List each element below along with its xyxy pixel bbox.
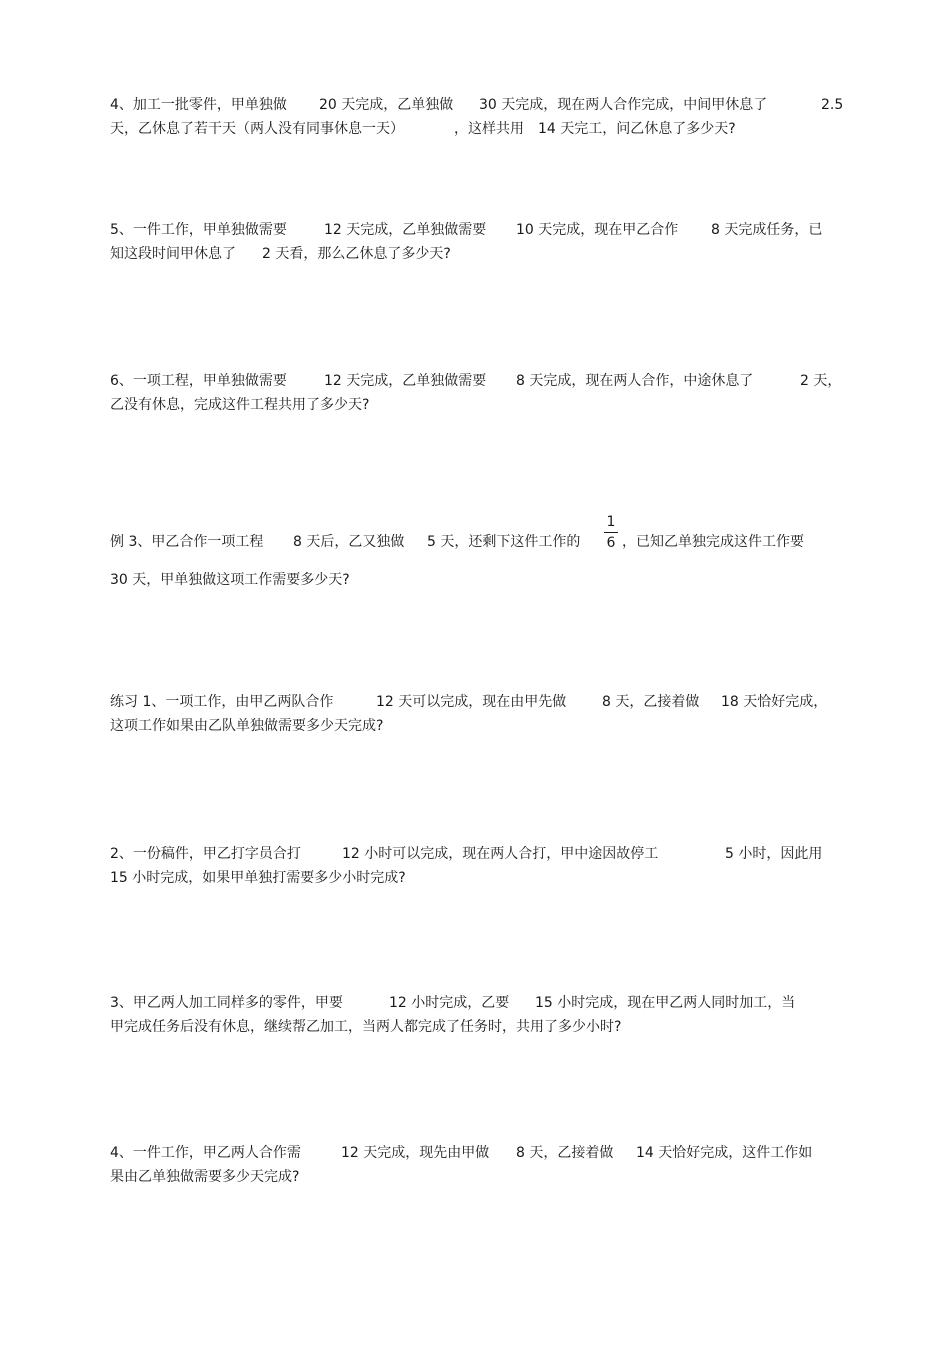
text-segment: 12 小时完成，乙要 [389, 995, 510, 1011]
text-segment: 例 3、甲乙合作一项工程 [110, 534, 264, 550]
text-segment: 4、一件工作，甲乙两人合作需 [110, 1145, 301, 1161]
problem-line [110, 991, 850, 1015]
text-segment: 12 天完成，乙单独做需要 [324, 373, 487, 389]
text-segment: 6、一项工程，甲单独做需要 [110, 373, 287, 389]
problem-line [110, 690, 850, 714]
example-3 [110, 514, 850, 592]
text-segment: 8 天，乙接着做 [602, 694, 700, 710]
problem-line [110, 1015, 850, 1039]
text-segment: 2 天， [800, 373, 842, 389]
text-segment: 8 天完成，现在两人合作，中途休息了 [516, 373, 754, 389]
problem-line [110, 242, 850, 266]
problem-4-parts [110, 93, 850, 141]
problem-line [110, 514, 850, 554]
problem-line [110, 117, 850, 141]
text-segment: 知这段时间甲休息了 [110, 246, 236, 262]
practice-1 [110, 690, 850, 738]
text-segment: 天，乙休息了若干天（两人没有同事休息一天） [110, 121, 404, 137]
text-segment: 这项工作如果由乙队单独做需要多少天完成? [110, 718, 384, 734]
text-segment: 2.5 [821, 97, 844, 113]
problem-line [110, 1141, 850, 1165]
problem-6 [110, 369, 850, 417]
text-segment: 12 天完成，乙单独做需要 [324, 222, 487, 238]
text-segment: 20 天完成，乙单独做 [319, 97, 454, 113]
text-segment: 2、一份稿件，甲乙打字员合打 [110, 846, 301, 862]
text-segment: 30 天，甲单独做这项工作需要多少天? [110, 572, 350, 588]
text-segment: 12 天完成，现先由甲做 [341, 1145, 490, 1161]
fraction-numerator: 1 [606, 514, 616, 530]
problem-line [110, 93, 850, 117]
text-segment: 5、一件工作，甲单独做需要 [110, 222, 287, 238]
text-segment: 14 天完工，问乙休息了多少天? [538, 121, 736, 137]
text-segment: 14 天恰好完成，这件工作如 [636, 1145, 813, 1161]
text-segment: 5 小时，因此用 [725, 846, 823, 862]
text-segment: 4、加工一批零件，甲单独做 [110, 97, 287, 113]
problem-line [110, 218, 850, 242]
text-segment: 10 天完成，现在甲乙合作 [516, 222, 679, 238]
text-segment: 15 小时完成，现在甲乙两人同时加工，当 [535, 995, 796, 1011]
problem-5 [110, 218, 850, 266]
text-segment: 甲完成任务后没有休息，继续帮乙加工，当两人都完成了任务时，共用了多少小时? [110, 1019, 622, 1035]
text-segment: 果由乙单独做需要多少天完成? [110, 1169, 300, 1185]
text-segment: 8 天后，乙又独做 [293, 534, 405, 550]
fraction-bar [604, 532, 618, 533]
text-segment: 8 天完成任务，已 [711, 222, 823, 238]
problem-line [110, 393, 850, 417]
fraction [604, 513, 618, 552]
practice-2 [110, 842, 850, 890]
text-segment: 18 天恰好完成， [721, 694, 828, 710]
text-segment: ，已知乙单独完成这件工作要 [622, 534, 804, 550]
practice-3 [110, 991, 850, 1039]
text-segment: 2 天看，那么乙休息了多少天? [262, 246, 451, 262]
problem-line [110, 714, 850, 738]
text-segment: 练习 1、一项工作，由甲乙两队合作 [110, 694, 334, 710]
text-segment: ，这样共用 [454, 121, 524, 137]
text-segment: 5 天，还剩下这件工作的 [427, 534, 581, 550]
text-segment: 乙没有休息，完成这件工程共用了多少天? [110, 397, 370, 413]
text-segment: 12 天可以完成，现在由甲先做 [376, 694, 567, 710]
text-segment: 15 小时完成，如果甲单独打需要多少小时完成? [110, 870, 406, 886]
text-segment: 8 天，乙接着做 [516, 1145, 614, 1161]
fraction-denominator: 6 [606, 535, 616, 551]
problem-line [110, 866, 850, 890]
problem-line [110, 842, 850, 866]
practice-4 [110, 1141, 850, 1189]
problem-line [110, 1165, 850, 1189]
text-segment: 30 天完成，现在两人合作完成，中间甲休息了 [479, 97, 768, 113]
text-segment: 3、甲乙两人加工同样多的零件，甲要 [110, 995, 343, 1011]
text-segment: 12 小时可以完成，现在两人合打，甲中途因故停工 [342, 846, 659, 862]
problem-line [110, 568, 850, 592]
problem-line [110, 369, 850, 393]
